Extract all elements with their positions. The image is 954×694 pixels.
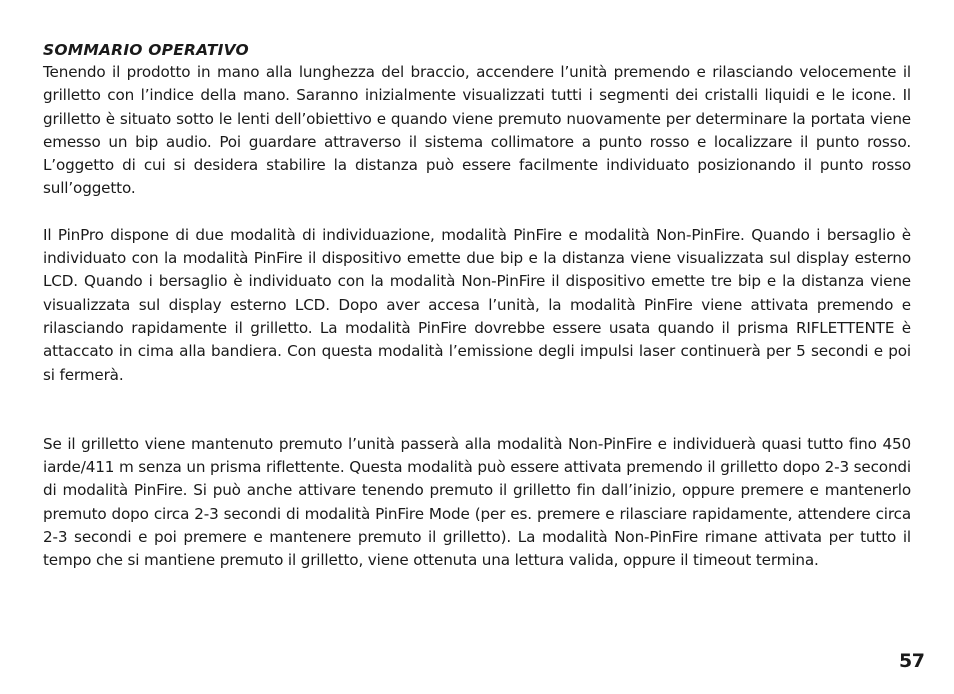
section-heading: SOMMARIO OPERATIVO [43, 41, 249, 59]
paragraph-modes: Il PinPro dispone di due modalità di individuazione, modalità PinFire e modalità Non-PinFire. Quando i bersaglio è individuato con la modalità PinFire il dispositivo emette due bip e la distanza viene visualizzata sul display esterno LCD. Quando i bersaglio è individuato con la modalità Non-PinFire il dispositivo emette tre bip e la distanza viene visualizzata sul display esterno LCD. Dopo aver accesa l’unità, la modalità PinFire viene attivata premendo e rilasciando rapidamente il grilletto. La modalità PinFire dovrebbe essere usata quando il prisma RIFLETTENTE è attaccato in cima alla bandiera. Con questa modalità l’emissione degli impulsi laser continuerà per 5 secondi e poi si fermerà. [43, 225, 911, 384]
paragraph-operation: Tenendo il prodotto in mano alla lunghezza del braccio, accendere l’unità premendo e rilasciando velocemente il grilletto con l’indice della mano. Saranno inizialmente visualizzati tutti i segmenti dei cristalli liquidi e le icone. Il grilletto è situato sotto le lenti dell’obiettivo e quando viene premuto nuovamente per determinare la portata viene emesso un bip audio. Poi guardare attraverso il sistema collimatore a punto rosso e localizzare il punto rosso. L’oggetto di cui si desidera stabilire la distanza può essere facilmente individuato posizionando il punto rosso sull’oggetto. [43, 63, 911, 198]
page-number: 57 [899, 650, 925, 672]
document-body [43, 40, 911, 573]
paragraph-non-pinfire: Se il grilletto viene mantenuto premuto l’unità passerà alla modalità Non-PinFire e individuerà quasi tutto fino 450 iarde/411 m senza un prisma riflettente. Questa modalità può essere attivata premendo il grilletto dopo 2-3 secondi di modalità PinFire. Si può anche attivare tenendo premuto il grilletto fin dall’inizio, oppure premere e mantenerlo premuto dopo circa 2-3 secondi di modalità PinFire Mode (per es. premere e rilasciare rapidamente, attendere circa 2-3 secondi e poi premere e mantenere premuto il grilletto). La modalità Non-PinFire rimane attivata per tutto il tempo che si mantiene premuto il grilletto, viene ottenuta una lettura valida, oppure il timeout termina. [43, 434, 911, 570]
